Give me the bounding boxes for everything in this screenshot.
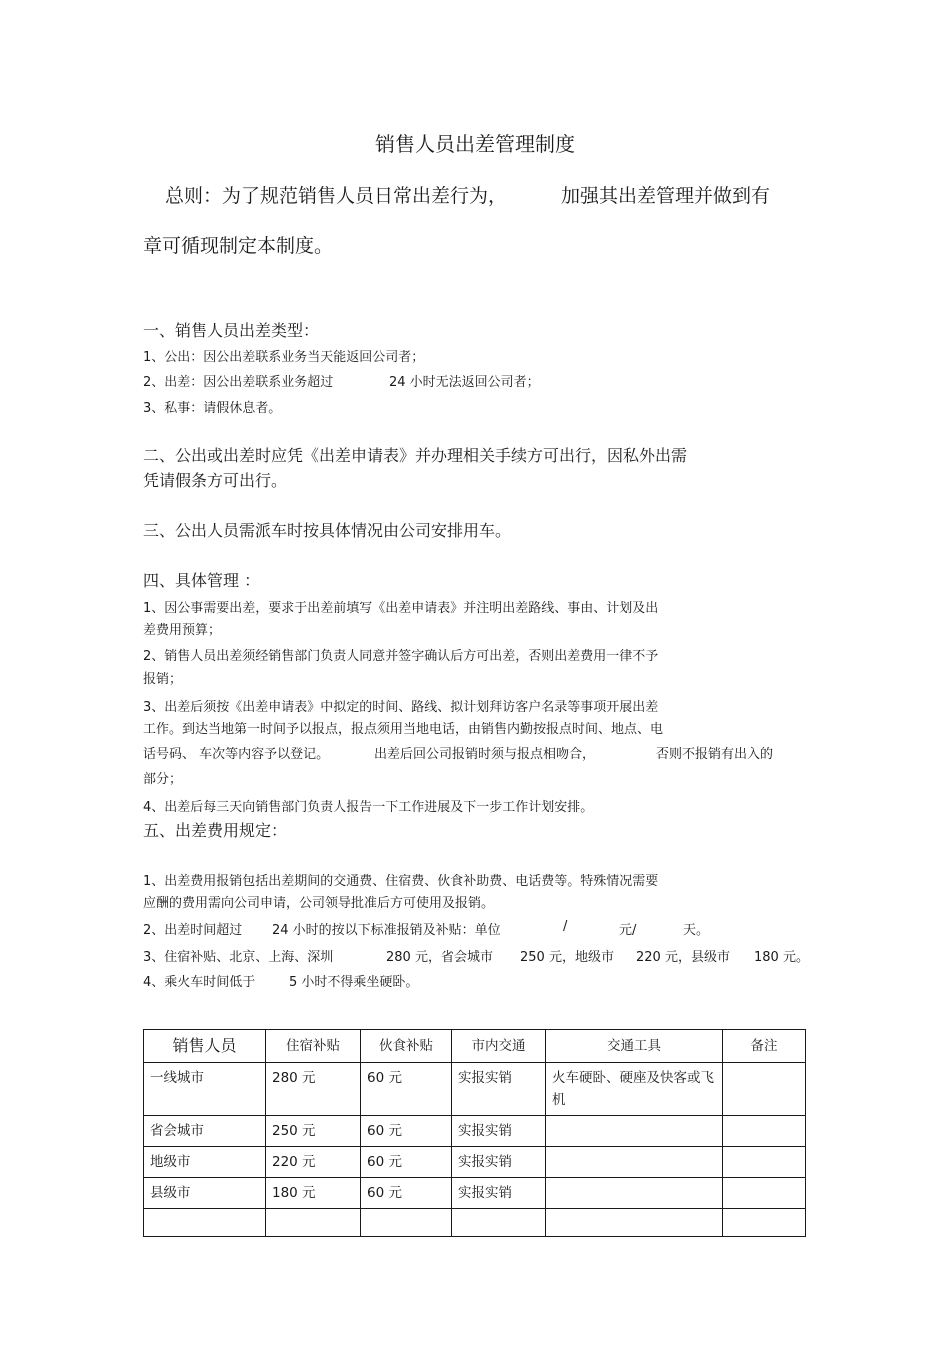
- table-cell: 省会城市: [144, 1116, 266, 1147]
- table-cell: 220 元: [266, 1147, 361, 1178]
- section3-line1: 三、公出人员需派车时按具体情况由公司安排用车。: [143, 521, 512, 540]
- table-cell: [723, 1178, 806, 1209]
- header-local-transport: 市内交通: [452, 1030, 546, 1063]
- table-cell: [723, 1147, 806, 1178]
- section5-item2a: 2、出差时间超过: [143, 923, 243, 938]
- section5-item2b: 24 小时的按以下标准报销及补贴：单位: [272, 923, 501, 938]
- section5-item1b: 应酬的费用需向公司申请，公司领导批准后方可使用及报销。: [143, 896, 495, 911]
- table-cell: [723, 1063, 806, 1116]
- table-cell: [546, 1209, 723, 1237]
- header-lodging-allowance: 住宿补贴: [266, 1030, 361, 1063]
- header-sales-staff: 销售人员: [144, 1030, 266, 1063]
- section4-item3b: 工作。到达当地第一时间予以报点，报点须用当地电话，由销售内勤按报点时间、地点、电: [143, 722, 664, 737]
- document-title: 销售人员出差管理制度: [375, 132, 575, 156]
- section5-item3b: 280 元，省会城市: [386, 950, 493, 965]
- table-cell: 实报实销: [452, 1147, 546, 1178]
- section2-line2: 凭请假条方可出行。: [143, 471, 288, 490]
- table-cell: 县级市: [144, 1178, 266, 1209]
- table-cell: 一线城市: [144, 1063, 266, 1116]
- section1-heading: 一、销售人员出差类型：: [143, 321, 320, 340]
- section5-item2c: /: [563, 919, 568, 934]
- section4-item3c1: 话号码、 车次等内容予以登记。: [143, 747, 330, 762]
- table-cell: 60 元: [361, 1063, 452, 1116]
- table-cell: 实报实销: [452, 1178, 546, 1209]
- header-transport-means: 交通工具: [546, 1030, 723, 1063]
- table-cell: [546, 1147, 723, 1178]
- section1-item3: 3、私事：请假休息者。: [143, 401, 282, 416]
- section5-item1a: 1、出差费用报销包括出差期间的交通费、住宿费、伙食补助费、电话费等。特殊情况需要: [143, 874, 659, 889]
- table-cell: [266, 1209, 361, 1237]
- table-cell: 火车硬卧、硬座及快客或飞机: [546, 1063, 723, 1116]
- table-row: [144, 1178, 806, 1209]
- section4-heading: 四、具体管理 ：: [143, 571, 261, 590]
- section1-item1: 1、公出：因公出差联系业务当天能返回公司者；: [143, 350, 425, 365]
- section1-item2-cont: 24 小时无法返回公司者；: [389, 375, 540, 390]
- section4-item3c3: 否则不报销有出入的: [656, 747, 774, 762]
- table-cell: 280 元: [266, 1063, 361, 1116]
- section4-item4: 4、出差后每三天向销售部门负责人报告一下工作进展及下一步工作计划安排。: [143, 800, 594, 815]
- section4-item1a: 1、因公事需要出差，要求于出差前填写《出差申请表》并注明出差路线、事由、计划及出: [143, 601, 659, 616]
- section5-heading: 五、出差费用规定：: [143, 821, 288, 840]
- table-row: [144, 1147, 806, 1178]
- table-cell: [723, 1209, 806, 1237]
- table-cell: 60 元: [361, 1147, 452, 1178]
- section5-item4a: 4、乘火车时间低于: [143, 975, 256, 990]
- table-cell: 实报实销: [452, 1063, 546, 1116]
- section5-item3e: 180 元。: [754, 950, 809, 965]
- section5-item3a: 3、住宿补贴、北京、上海、深圳: [143, 950, 334, 965]
- table-row: [144, 1209, 806, 1237]
- table-cell: [452, 1209, 546, 1237]
- header-remarks: 备注: [723, 1030, 806, 1063]
- table-cell: [546, 1178, 723, 1209]
- table-row: [144, 1063, 806, 1116]
- section5-item3d: 220 元，县级市: [636, 950, 730, 965]
- table-cell: [361, 1209, 452, 1237]
- allowance-table: [143, 1029, 806, 1237]
- intro-line1a: 总则：为了规范销售人员日常出差行为，: [165, 185, 508, 207]
- table-cell: 60 元: [361, 1116, 452, 1147]
- table-cell: 实报实销: [452, 1116, 546, 1147]
- table-cell: 60 元: [361, 1178, 452, 1209]
- section5-item2d: 元/: [619, 923, 637, 938]
- section2-line1: 二、公出或出差时应凭《出差申请表》并办理相关手续方可出行，因私外出需: [143, 446, 688, 465]
- table-cell: 地级市: [144, 1147, 266, 1178]
- table-header-row: [144, 1030, 806, 1063]
- table-cell: [546, 1116, 723, 1147]
- section4-item3c2: 出差后回公司报销时须与报点相吻合，: [374, 747, 596, 762]
- section5-item4b: 5 小时不得乘坐硬卧。: [289, 975, 419, 990]
- section1-item2: 2、出差：因公出差联系业务超过: [143, 375, 334, 390]
- table-cell: [144, 1209, 266, 1237]
- section4-item3a: 3、出差后须按《出差申请表》中拟定的时间、路线、拟计划拜访客户名录等事项开展出差: [143, 700, 659, 715]
- table-row: [144, 1116, 806, 1147]
- section4-item2a: 2、销售人员出差须经销售部门负责人同意并签字确认后方可出差，否则出差费用一律不予: [143, 649, 659, 664]
- table-cell: 250 元: [266, 1116, 361, 1147]
- section5-item2e: 天。: [683, 923, 710, 938]
- section4-item3d: 部分；: [143, 772, 183, 787]
- section5-item3c: 250 元，地级市: [520, 950, 614, 965]
- header-meal-allowance: 伙食补贴: [361, 1030, 452, 1063]
- table-cell: [723, 1116, 806, 1147]
- table-cell: 180 元: [266, 1178, 361, 1209]
- intro-line1b: 加强其出差管理并做到有: [561, 185, 771, 207]
- section4-item1b: 差费用预算；: [143, 623, 222, 638]
- intro-line2: 章可循现制定本制度。: [143, 235, 334, 257]
- section4-item2b: 报销；: [143, 672, 183, 687]
